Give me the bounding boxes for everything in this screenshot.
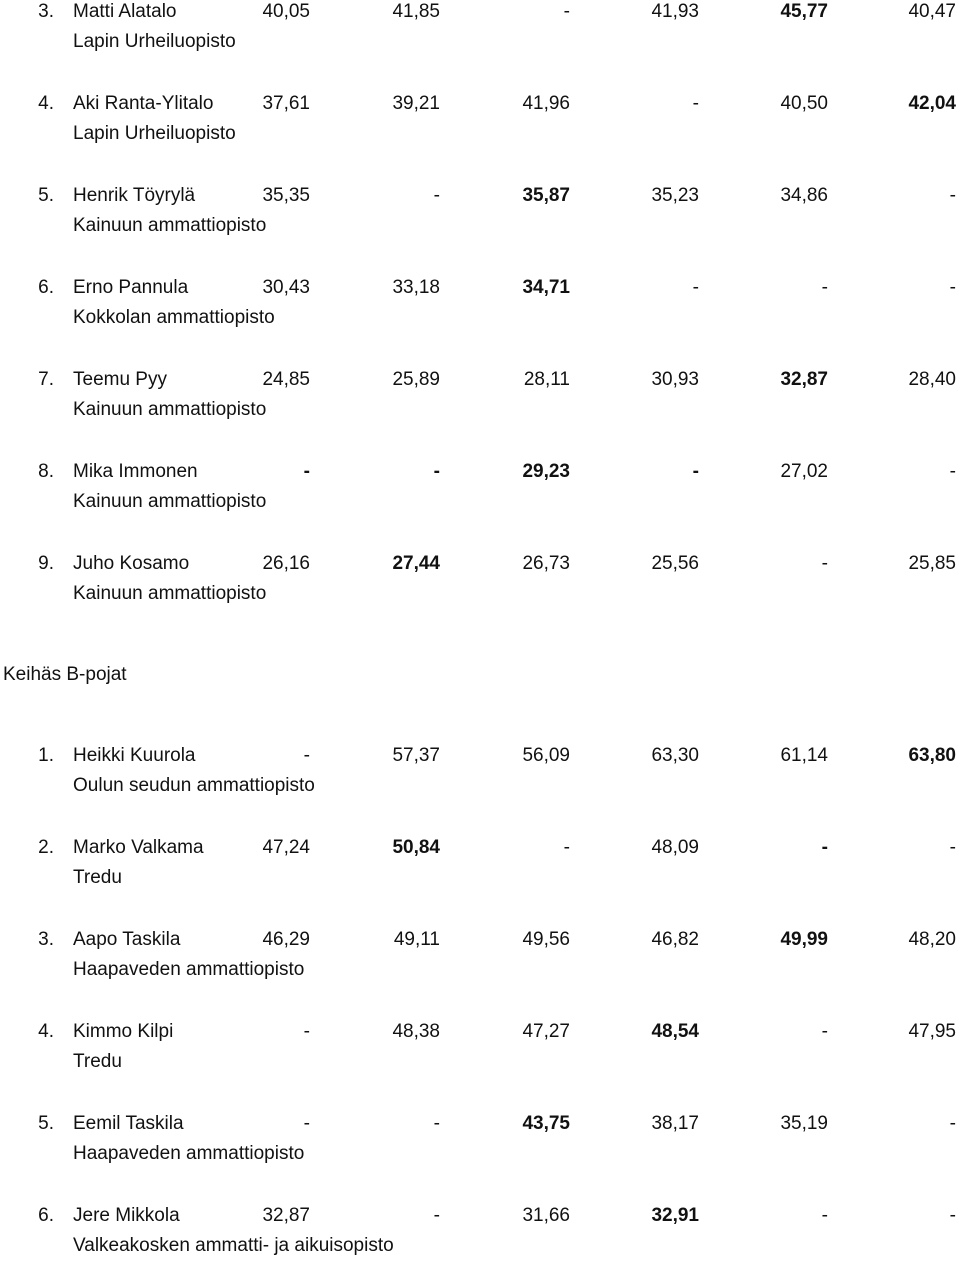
result-rank: 6. [38, 1205, 54, 1226]
result-entry [0, 1112, 960, 1174]
attempt-1: - [303, 1021, 310, 1042]
athlete-name: Henrik Töyrylä [73, 185, 196, 206]
attempt-3: 28,11 [523, 369, 570, 390]
athlete-club: Kainuun ammattiopisto [73, 215, 267, 236]
attempt-6: - [949, 1205, 956, 1226]
attempt-5: 45,77 [780, 1, 828, 22]
attempt-3: 41,96 [522, 93, 570, 114]
attempt-6: 40,47 [908, 1, 956, 22]
result-entry [0, 184, 960, 246]
result-entry [0, 276, 960, 338]
result-rank: 3. [38, 1, 54, 22]
attempt-5: 61,14 [780, 745, 828, 766]
result-rank: 7. [38, 369, 54, 390]
result-rank: 5. [38, 1113, 54, 1134]
attempt-6: 63,80 [908, 745, 956, 766]
attempt-4: 41,93 [651, 1, 699, 22]
result-rank: 9. [38, 553, 54, 574]
attempt-1: 35,35 [262, 185, 310, 206]
attempt-6: 28,40 [908, 369, 956, 390]
athlete-name: Jere Mikkola [73, 1205, 180, 1226]
attempt-1: - [303, 1113, 310, 1134]
attempt-1: 24,85 [262, 369, 310, 390]
attempt-6: 48,20 [908, 929, 956, 950]
result-rank: 4. [38, 1021, 54, 1042]
attempt-3: 56,09 [522, 745, 570, 766]
athlete-name: Aapo Taskila [73, 929, 181, 950]
athlete-name: Eemil Taskila [73, 1113, 184, 1134]
attempt-6: - [949, 277, 956, 298]
result-rank: 5. [38, 185, 54, 206]
athlete-name: Marko Valkama [73, 837, 204, 858]
attempt-4: 35,23 [651, 185, 699, 206]
attempt-6: - [949, 461, 956, 482]
athlete-club: Oulun seudun ammattiopisto [73, 775, 315, 796]
attempt-3: 35,87 [522, 185, 570, 206]
attempt-2: 49,11 [393, 929, 440, 950]
result-entry [0, 552, 960, 614]
attempt-5: - [821, 277, 828, 298]
attempt-2: 25,89 [392, 369, 440, 390]
athlete-club: Tredu [73, 867, 122, 888]
attempt-4: - [692, 277, 699, 298]
attempt-1: 37,61 [262, 93, 310, 114]
result-entry [0, 368, 960, 430]
attempt-2: 39,21 [392, 93, 440, 114]
attempt-1: 46,29 [262, 929, 310, 950]
athlete-club: Lapin Urheiluopisto [73, 123, 236, 144]
athlete-name: Heikki Kuurola [73, 745, 196, 766]
attempt-6: 42,04 [908, 93, 956, 114]
result-rank: 1. [38, 745, 54, 766]
athlete-name: Mika Immonen [73, 461, 198, 482]
athlete-club: Kainuun ammattiopisto [73, 583, 267, 604]
attempt-3: 31,66 [522, 1205, 570, 1226]
attempt-6: 47,95 [908, 1021, 956, 1042]
attempt-2: 27,44 [392, 553, 440, 574]
result-rank: 8. [38, 461, 54, 482]
attempt-2: - [433, 1113, 440, 1134]
attempt-2: - [433, 185, 440, 206]
attempt-3: - [563, 1, 570, 22]
attempt-5: - [821, 837, 828, 858]
attempt-5: - [821, 553, 828, 574]
attempt-3: 26,73 [522, 553, 570, 574]
result-rank: 6. [38, 277, 54, 298]
result-entry [0, 92, 960, 154]
attempt-5: 27,02 [780, 461, 828, 482]
attempt-4: 48,54 [651, 1021, 699, 1042]
attempt-5: 32,87 [780, 369, 828, 390]
attempt-3: 43,75 [522, 1113, 570, 1134]
athlete-club: Haapaveden ammattiopisto [73, 959, 305, 980]
attempt-4: 63,30 [651, 745, 699, 766]
attempt-6: - [949, 185, 956, 206]
result-entry [0, 928, 960, 990]
attempt-4: 30,93 [651, 369, 699, 390]
attempt-5: - [821, 1205, 828, 1226]
result-rank: 4. [38, 93, 54, 114]
attempt-4: - [692, 93, 699, 114]
result-entry [0, 1020, 960, 1082]
result-entry [0, 460, 960, 522]
attempt-1: 47,24 [262, 837, 310, 858]
athlete-name: Matti Alatalo [73, 1, 177, 22]
athlete-name: Teemu Pyy [73, 369, 167, 390]
attempt-5: 40,50 [780, 93, 828, 114]
attempt-4: 25,56 [651, 553, 699, 574]
attempt-1: 40,05 [262, 1, 310, 22]
athlete-club: Valkeakosken ammatti- ja aikuisopisto [73, 1235, 394, 1256]
attempt-2: 33,18 [392, 277, 440, 298]
attempt-2: - [433, 1205, 440, 1226]
attempt-1: 30,43 [262, 277, 310, 298]
attempt-6: 25,85 [908, 553, 956, 574]
attempt-4: 32,91 [651, 1205, 699, 1226]
attempt-3: 29,23 [522, 461, 570, 482]
attempt-5: 34,86 [780, 185, 828, 206]
athlete-name: Aki Ranta-Ylitalo [73, 93, 214, 114]
attempt-2: - [433, 461, 440, 482]
athlete-club: Kokkolan ammattiopisto [73, 307, 275, 328]
attempt-2: 50,84 [392, 837, 440, 858]
attempt-2: 57,37 [392, 745, 440, 766]
athlete-club: Tredu [73, 1051, 122, 1072]
attempt-4: 38,17 [651, 1113, 699, 1134]
attempt-1: - [303, 461, 310, 482]
attempt-4: 46,82 [651, 929, 699, 950]
section-title: Keihäs B-pojat [3, 664, 127, 685]
attempt-3: 47,27 [522, 1021, 570, 1042]
attempt-5: - [821, 1021, 828, 1042]
attempt-3: - [563, 837, 570, 858]
attempt-1: 26,16 [262, 553, 310, 574]
attempt-3: 49,56 [522, 929, 570, 950]
attempt-4: 48,09 [651, 837, 699, 858]
attempt-3: 34,71 [522, 277, 570, 298]
attempt-5: 49,99 [780, 929, 828, 950]
athlete-name: Juho Kosamo [73, 553, 190, 574]
athlete-name: Erno Pannula [73, 277, 189, 298]
result-entry [0, 836, 960, 898]
attempt-2: 48,38 [392, 1021, 440, 1042]
athlete-club: Haapaveden ammattiopisto [73, 1143, 305, 1164]
attempt-4: - [692, 461, 699, 482]
result-entry [0, 0, 960, 62]
athlete-name: Kimmo Kilpi [73, 1021, 174, 1042]
result-entry [0, 744, 960, 806]
athlete-club: Kainuun ammattiopisto [73, 491, 267, 512]
athlete-club: Kainuun ammattiopisto [73, 399, 267, 420]
attempt-5: 35,19 [780, 1113, 828, 1134]
attempt-1: 32,87 [262, 1205, 310, 1226]
attempt-2: 41,85 [392, 1, 440, 22]
attempt-6: - [949, 1113, 956, 1134]
result-rank: 2. [38, 837, 54, 858]
athlete-club: Lapin Urheiluopisto [73, 31, 236, 52]
result-rank: 3. [38, 929, 54, 950]
attempt-6: - [949, 837, 956, 858]
attempt-1: - [303, 745, 310, 766]
